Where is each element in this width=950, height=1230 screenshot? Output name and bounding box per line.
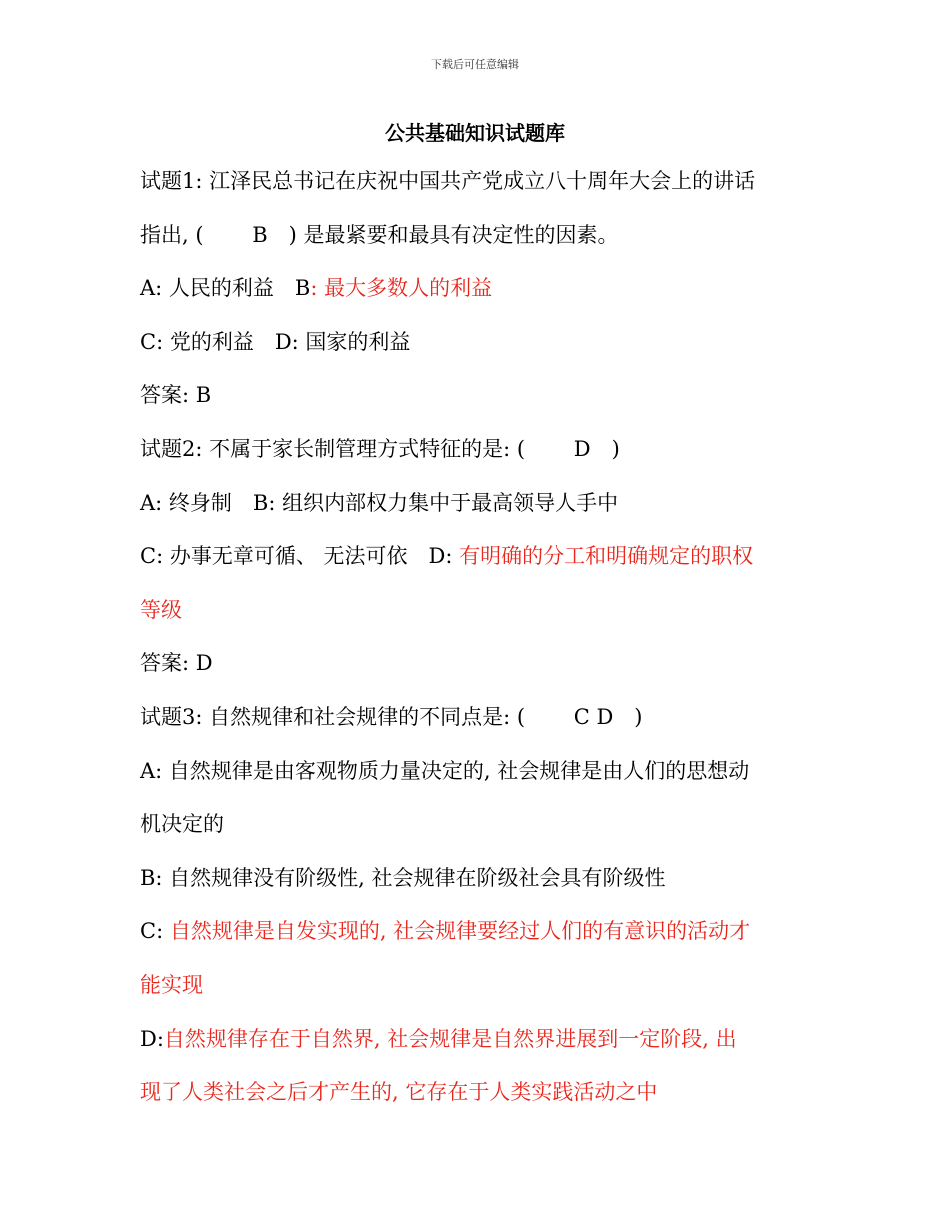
correct-answer-highlight: 自然规律是自发实现的, 社会规律要经过人们的有意识的活动才 [169,919,751,944]
line-q3-option-b: B: 自然规律没有阶级性, 社会规律在阶级社会具有阶级性 [140,865,666,890]
option-text: A: 人民的利益 B [140,276,311,301]
line-q1-stem-2: 指出, ( B ) 是最紧要和最具有决定性的因素。 [140,222,619,247]
option-text: C: 办事无章可循、 无法可依 D: [140,544,460,569]
line-q1-options-ab [140,270,830,324]
line-q3-option-c [140,913,830,967]
option-text: D: [140,1026,164,1051]
line-q3-option-a-cont: 机决定的 [140,812,224,837]
line-q3-option-a: A: 自然规律是由客观物质力量决定的, 社会规律是由人们的思想动 [140,758,750,783]
line-q1-stem-1: 试题1: 江泽民总书记在庆祝中国共产党成立八十周年大会上的讲话 [140,169,756,193]
correct-answer-highlight: 现了人类社会之后才产生的, 它存在于人类实践活动之中 [140,1080,658,1105]
correct-answer-highlight: 有明确的分工和明确规定的职权 [459,544,754,569]
line-q1-answer: 答案: B [140,383,212,408]
line-q3-stem: 试题3: 自然规律和社会规律的不同点是: ( C D ) [140,704,643,729]
correct-answer-highlight: 自然规律存在于自然界, 社会规律是自然界进展到一定阶段, 出 [163,1026,737,1051]
option-text: C: [140,919,170,944]
line-q2-answer: 答案: D [140,651,213,676]
line-q2-options-ab: A: 终身制 B: 组织内部权力集中于最高领导人手中 [140,490,619,515]
line-q2-options-cd [140,538,830,592]
line-q2-options-cd-cont [140,592,830,646]
line-q3-option-c-cont [140,967,830,1021]
correct-answer-highlight: : 最大多数人的利益 [310,276,493,301]
correct-answer-highlight: 等级 [140,597,182,622]
line-q2-stem: 试题2: 不属于家长制管理方式特征的是: ( D ) [140,436,620,461]
line-q3-option-d-cont [140,1074,830,1128]
line-q1-options-cd: C: 党的利益 D: 国家的利益 [140,329,411,354]
document-title: 公共基础知识试题库 [385,121,565,145]
correct-answer-highlight: 能实现 [140,972,203,997]
line-q3-option-d [140,1021,830,1075]
question-list [140,163,830,1128]
page-header-note: 下载后可任意编辑 [431,58,519,71]
